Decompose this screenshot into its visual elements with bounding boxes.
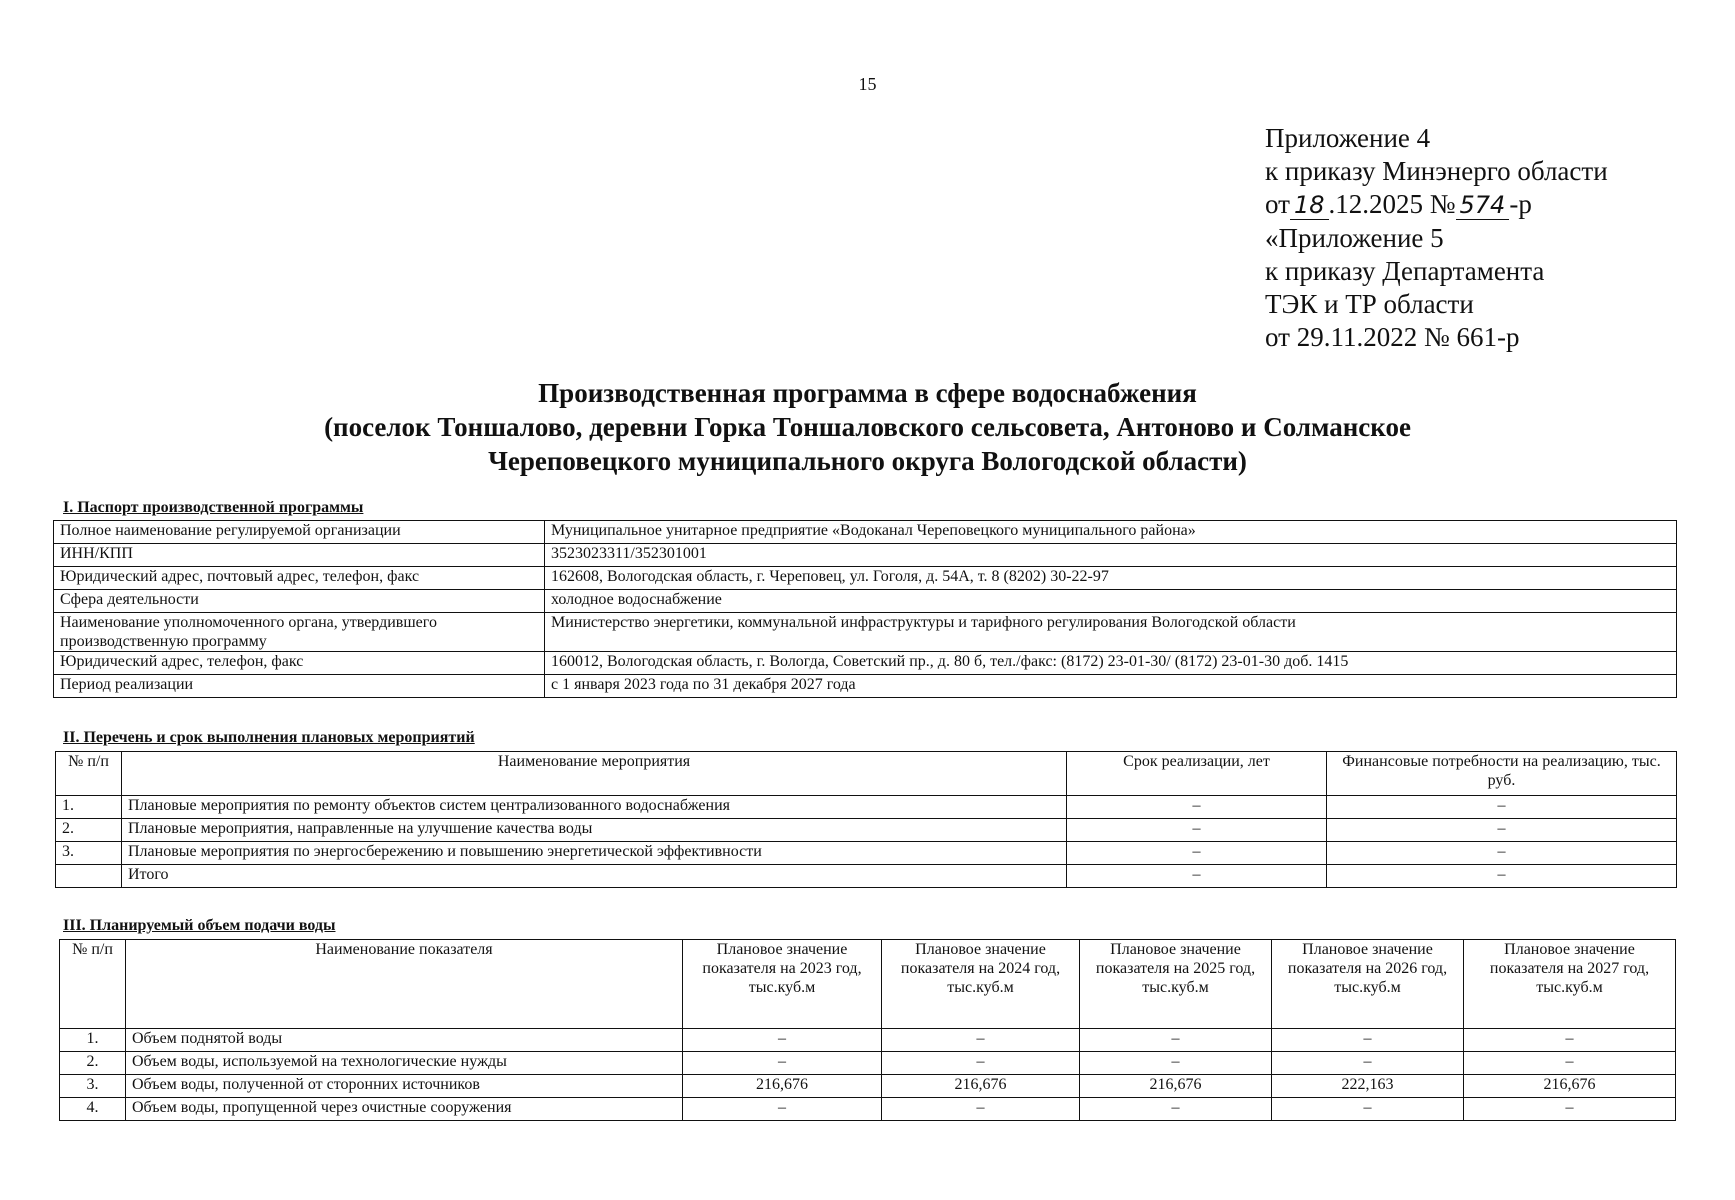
row-value: Министерство энергетики, коммунальной инфраструктуры и тарифного регулирования Вологодской области: [545, 613, 1677, 652]
page-number: 15: [858, 74, 877, 94]
appendix-line: к приказу Минэнерго области: [1265, 156, 1608, 186]
table-header-row: [60, 940, 1676, 1029]
row-name: Объем воды, пропущенной через очистные сооружения: [126, 1098, 683, 1121]
row-value: –: [1272, 1052, 1464, 1075]
row-value: –: [1272, 1029, 1464, 1052]
table-header-row: [56, 752, 1677, 796]
row-value: –: [1464, 1098, 1676, 1121]
table-row: [56, 865, 1677, 888]
row-label: Юридический адрес, телефон, факс: [54, 652, 545, 675]
table-row: [60, 1029, 1676, 1052]
table-row: [60, 1052, 1676, 1075]
row-value: –: [683, 1098, 882, 1121]
row-label: Юридический адрес, почтовый адрес, телефон, факс: [54, 567, 545, 590]
row-finance: –: [1327, 842, 1677, 865]
table-row: [56, 842, 1677, 865]
row-name: Объем поднятой воды: [126, 1029, 683, 1052]
row-value: –: [882, 1052, 1080, 1075]
header-num: № п/п: [56, 752, 122, 796]
table-row: [60, 1098, 1676, 1121]
row-name: Объем воды, полученной от сторонних источников: [126, 1075, 683, 1098]
appendix-block: [1265, 122, 1608, 354]
table-row: [56, 819, 1677, 842]
row-finance: –: [1327, 796, 1677, 819]
row-finance: –: [1327, 819, 1677, 842]
row-name: Плановые мероприятия по ремонту объектов систем централизованного водоснабжения: [122, 796, 1067, 819]
row-label: Наименование уполномоченного органа, утвердившего производственную программу: [54, 613, 545, 652]
activities-table: [55, 751, 1677, 888]
row-value: 160012, Вологодская область, г. Вологда, Советский пр., д. 80 б, тел./факс: (8172) 23-01-30/ (8172) 23-01-30 доб. 1415: [545, 652, 1677, 675]
appendix-order-date: [1265, 188, 1608, 222]
section1-title: I. Паспорт производственной программы: [63, 499, 364, 516]
row-value: –: [1080, 1052, 1272, 1075]
row-value: 3523023311/352301001: [545, 544, 1677, 567]
row-value: с 1 января 2023 года по 31 декабря 2027 года: [545, 675, 1677, 698]
passport-table: [53, 520, 1677, 698]
document-title: [0, 376, 1735, 478]
row-value: 216,676: [1080, 1075, 1272, 1098]
row-term: –: [1067, 796, 1327, 819]
row-value: Муниципальное унитарное предприятие «Водоканал Череповецкого муниципального района»: [545, 521, 1677, 544]
row-finance: –: [1327, 865, 1677, 888]
row-name: Итого: [122, 865, 1067, 888]
row-value: –: [683, 1052, 882, 1075]
table-row: [54, 652, 1677, 675]
handwritten-day: 18: [1290, 191, 1329, 220]
row-num: 1.: [60, 1029, 126, 1052]
header-name: Наименование показателя: [126, 940, 683, 1029]
row-num: 1.: [56, 796, 122, 819]
table-row: [56, 796, 1677, 819]
appendix-suffix: -р: [1509, 189, 1532, 219]
appendix-line: к приказу Департамента: [1265, 256, 1545, 286]
header-year-2025: Плановое значение показателя на 2025 год, тыс.куб.м: [1080, 940, 1272, 1029]
table-row: [54, 675, 1677, 698]
row-label: Период реализации: [54, 675, 545, 698]
row-num: 2.: [60, 1052, 126, 1075]
table-row: [54, 567, 1677, 590]
header-term: Срок реализации, лет: [1067, 752, 1327, 796]
row-num: 3.: [56, 842, 122, 865]
water-volume-table: [59, 939, 1676, 1121]
table-row: [54, 521, 1677, 544]
row-value: –: [882, 1029, 1080, 1052]
row-value: 216,676: [683, 1075, 882, 1098]
row-num: 4.: [60, 1098, 126, 1121]
title-line: (поселок Тоншалово, деревни Горка Тоншаловского сельсовета, Антоново и Солманское: [324, 412, 1411, 442]
row-value: 216,676: [1464, 1075, 1676, 1098]
row-term: –: [1067, 865, 1327, 888]
row-name: Объем воды, используемой на технологические нужды: [126, 1052, 683, 1075]
header-year-2024: Плановое значение показателя на 2024 год, тыс.куб.м: [882, 940, 1080, 1029]
row-value: холодное водоснабжение: [545, 590, 1677, 613]
appendix-line: «Приложение 5: [1265, 223, 1444, 253]
row-label: Полное наименование регулируемой организации: [54, 521, 545, 544]
table-row: [54, 544, 1677, 567]
title-line: Производственная программа в сфере водоснабжения: [538, 378, 1197, 408]
row-value: –: [882, 1098, 1080, 1121]
appendix-line: Приложение 4: [1265, 123, 1431, 153]
table-row: [54, 613, 1677, 652]
section2-title: II. Перечень и срок выполнения плановых мероприятий: [63, 729, 475, 746]
section3-title: III. Планируемый объем подачи воды: [63, 917, 336, 934]
title-line: Череповецкого муниципального округа Вологодской области): [488, 446, 1247, 476]
row-value: –: [1080, 1098, 1272, 1121]
appendix-mid: .12.2025 №: [1328, 189, 1456, 219]
row-value: 216,676: [882, 1075, 1080, 1098]
handwritten-number: 574: [1456, 191, 1510, 220]
row-label: ИНН/КПП: [54, 544, 545, 567]
row-value: 162608, Вологодская область, г. Череповец, ул. Гоголя, д. 54А, т. 8 (8202) 30-22-97: [545, 567, 1677, 590]
header-year-2027: Плановое значение показателя на 2027 год, тыс.куб.м: [1464, 940, 1676, 1029]
header-finance: Финансовые потребности на реализацию, тыс. руб.: [1327, 752, 1677, 796]
row-name: Плановые мероприятия по энергосбережению и повышению энергетической эффективности: [122, 842, 1067, 865]
header-year-2023: Плановое значение показателя на 2023 год, тыс.куб.м: [683, 940, 882, 1029]
row-value: 222,163: [1272, 1075, 1464, 1098]
row-term: –: [1067, 842, 1327, 865]
row-value: –: [1080, 1029, 1272, 1052]
row-value: –: [1464, 1029, 1676, 1052]
row-value: –: [1464, 1052, 1676, 1075]
header-num: № п/п: [60, 940, 126, 1029]
row-label: Сфера деятельности: [54, 590, 545, 613]
row-name: Плановые мероприятия, направленные на улучшение качества воды: [122, 819, 1067, 842]
appendix-line: от 29.11.2022 № 661-р: [1265, 322, 1520, 352]
row-num: 3.: [60, 1075, 126, 1098]
table-row: [54, 590, 1677, 613]
appendix-prefix: от: [1265, 189, 1290, 219]
row-term: –: [1067, 819, 1327, 842]
row-num: 2.: [56, 819, 122, 842]
row-value: –: [1272, 1098, 1464, 1121]
row-num: [56, 865, 122, 888]
header-year-2026: Плановое значение показателя на 2026 год, тыс.куб.м: [1272, 940, 1464, 1029]
appendix-line: ТЭК и ТР области: [1265, 289, 1474, 319]
header-name: Наименование мероприятия: [122, 752, 1067, 796]
table-row: [60, 1075, 1676, 1098]
row-value: –: [683, 1029, 882, 1052]
